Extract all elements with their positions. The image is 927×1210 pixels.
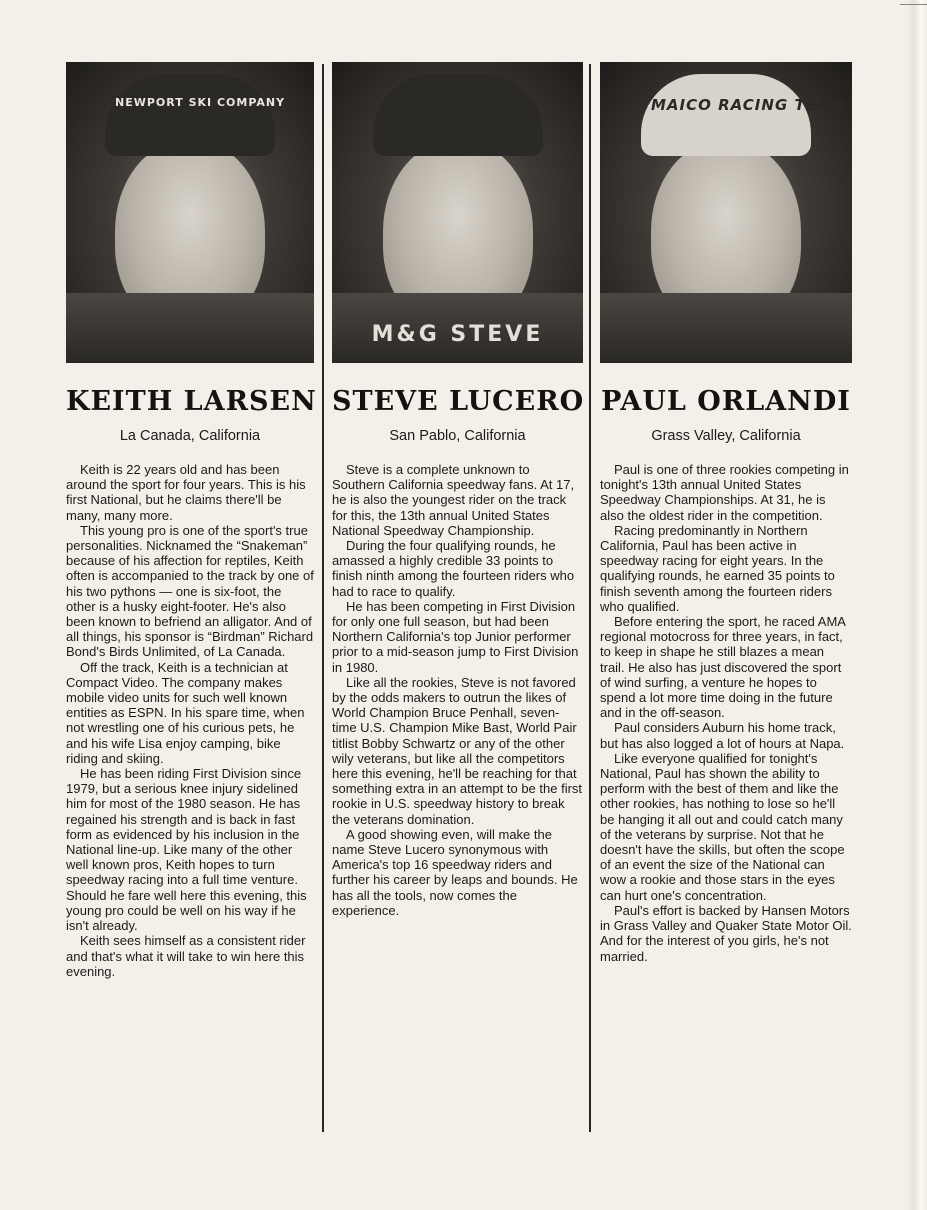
bio-paragraph: Paul considers Auburn his home track, but has also logged a lot of hours at Napa. xyxy=(600,720,845,751)
rider-shirt xyxy=(66,293,314,363)
rider-hometown: La Canada, California xyxy=(119,428,261,444)
bio-paragraph: Off the track, Keith is a technician at Compact Video. The company makes mobile video units for such well known entities as ESPN. In his spare time, when not wrestling one of his curious pets, he and his wife Lisa enjoy camping, bike riding and skiing. xyxy=(66,659,305,766)
bio-paragraph: Paul's effort is backed by Hansen Motors in Grass Valley and Quaker State Motor Oil. And for the interest of you girls, he's not married. xyxy=(600,902,852,964)
cap-logo-text: NEWPORT SKI COMPANY xyxy=(115,96,286,109)
bio-paragraph: This young pro is one of the sport's true personalities. Nicknamed the “Snakeman” because of his affection for reptiles, Keith often is accompanied to the track by one of his two pythons — one is six-foot, the other is a husky eight-footer. He's also been known to befriend an alligator. And of all things, his sponsor is “Birdman” Richard Bond's Birds Unlimited, of La Canada. xyxy=(66,522,314,660)
bio-paragraph: A good showing even, will make the name Steve Lucero synonymous with America's top 16 speedway riders and further his career by leaps and bounds. He has all the tools, now comes the experience. xyxy=(332,826,578,918)
bio-paragraph: Racing predominantly in Northern California, Paul has been active in speedway racing for eight years. In the qualifying rounds, he earned 35 points to finish seventh among the fourteen riders who qualified. xyxy=(600,522,835,614)
bio-paragraph: Steve is a complete unknown to Southern California speedway fans. At 17, he is also the youngest rider on the track for this, the 13th annual United States National Speedway Championship. xyxy=(332,462,575,538)
rider-profile-paul-orlandi xyxy=(600,62,852,964)
cap-logo-text: MAICO RACING TEAM xyxy=(651,96,846,114)
rider-name: KEITH LARSEN xyxy=(66,386,317,417)
rider-cap xyxy=(641,74,846,156)
binding-mark xyxy=(900,4,927,5)
rider-profile-keith-larsen xyxy=(66,62,317,979)
page-edge xyxy=(907,0,927,1210)
rider-bio xyxy=(332,462,583,918)
rider-photo xyxy=(600,62,852,363)
rider-photo xyxy=(332,62,583,363)
rider-name: PAUL ORLANDI xyxy=(601,386,851,417)
bio-paragraph: Before entering the sport, he raced AMA regional motocross for three years, in fact, to keep in shape he still blazes a mean trail. He also has just discovered the sport of wind surfing, a venture he hopes to spend a lot more time doing in the future and in the off-season. xyxy=(600,614,846,721)
bio-paragraph: He has been competing in First Division for only one full season, but had been Northern California's top Junior performer prior to a mid-season jump to First Division in 1980. xyxy=(332,598,579,675)
bio-paragraph: Like all the rookies, Steve is not favored by the odds makers to outrun the likes of World Champion Bruce Penhall, seven-time U.S. Champion Mike Bast, World Pair titlist Bobby Schwartz or any of the other wily veterans, but like all the competitors here this evening, he'll be reaching for that something extra in an attempt to be the first rookie in U.S. speedway history to break the veterans domination. xyxy=(332,674,583,827)
column-divider-2 xyxy=(589,64,591,1132)
bio-paragraph: Keith is 22 years old and has been around the sport for four years. This is his first National, but he claims there'll be many, many more. xyxy=(66,462,306,523)
rider-photo xyxy=(66,62,314,363)
rider-name: STEVE LUCERO xyxy=(332,386,585,417)
rider-bio xyxy=(66,462,314,979)
bio-paragraph: During the four qualifying rounds, he amassed a highly credible 33 points to finish ninth among the fourteen riders who had to race to qualify. xyxy=(332,538,575,599)
rider-profile-steve-lucero xyxy=(332,62,583,918)
bio-paragraph: He has been riding First Division since 1979, but a serious knee injury sidelined him for most of the 1980 season. He has regained his strength and is back in fast form as evidenced by his inclusion in the National line-up. Like many of the other well known pros, Keith hopes to turn speedway racing into a full time venture. Should he fare well here this evening, this young pro could be well on his way if he isn't already. xyxy=(66,766,307,934)
rider-cap xyxy=(105,74,286,156)
bio-paragraph: Keith sees himself as a consistent rider and that's what it will take to win here this evening. xyxy=(66,933,306,979)
rider-bio xyxy=(600,462,852,964)
leathers-text: M&G STEVE xyxy=(371,322,544,347)
rider-shirt xyxy=(600,293,852,363)
column-divider-1 xyxy=(322,64,324,1132)
bio-paragraph: Paul is one of three rookies competing in tonight's 13th annual United States Speedway Championships. At 31, he is also the oldest rider in the competition. xyxy=(600,462,849,523)
rider-cap xyxy=(373,74,543,156)
rider-hometown: San Pablo, California xyxy=(389,428,526,444)
bio-paragraph: Like everyone qualified for tonight's National, Paul has shown the ability to perform with the best of them and like the other rookies, has nothing to lose so he'll be hanging it all out and could catch many of the veterans by surprise. Not that he doesn't have the skills, but often the scope of an event the size of the National can wow a rookie and those stars in the eyes can hurt one's concentration. xyxy=(600,750,845,903)
rider-hometown: Grass Valley, California xyxy=(651,428,801,444)
